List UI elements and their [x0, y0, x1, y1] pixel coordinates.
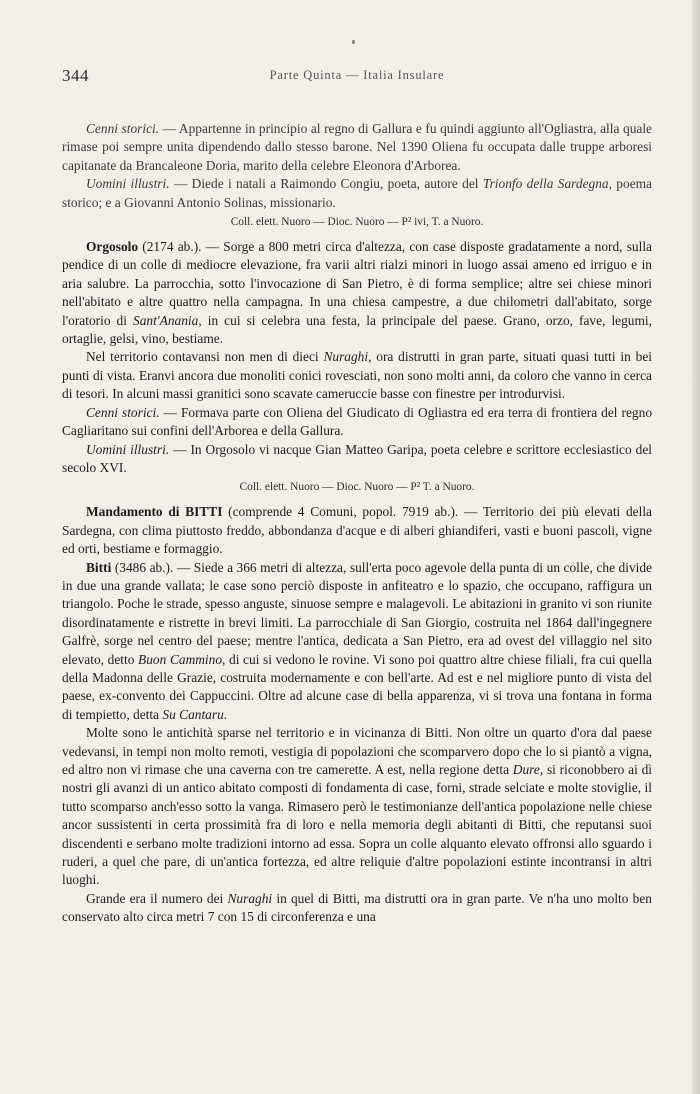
place-name: Orgosolo — [86, 239, 139, 255]
paragraph-text: Grande era il numero dei — [86, 890, 228, 906]
page-number: 344 — [62, 66, 89, 85]
bitti-nuraghi — [62, 890, 652, 927]
paragraph-text: Molte sono le antichità sparse nel territorio e in vicinanza di Bitti. Non oltre un quarto d'ora dal paese vedevansi, in tempi non molto remoti, vestigia di popolazioni che scomparvero dopo che lo si piantò a vigna, ed altro non vi rimase che una caverna con tre camerette. A est, nella regione detta — [62, 725, 652, 777]
paragraph-text: , ora distrutti in gran parte, situati quasi tutti in bei punti di vista. Eranvi ancora due monoliti conici rovesciati, non sono molti anni, da coloro che vanno in cerca di tesori. In alcuni massi granitici sono scavate cameruccie basse con finestre per introdurvisi. — [62, 349, 652, 402]
paragraph-text: — Formava parte con Oliena del Giudicato di Ogliastra ed era terra di frontiera del regno Cagliaritano sui confini dell'Arborea e della Gallura. — [62, 404, 653, 439]
paragraph-text: — Appartenne in principio al regno di Gallura e fu quindi aggiunto all'Ogliastra, alla quale rimase poi sempre unita dipendendo dallo stesso barone. Nel 1390 Oliena fu occupata dalle truppe arboresi capitanate da Brancaleone Doria, marito della celebre Eleonora d'Arborea. — [62, 121, 652, 173]
print-mark — [352, 40, 355, 44]
paragraph-text: , di cui si vedono le rovine. Vi sono poi quattro altre chiese filiali, fra cui quella della Madonna delle Grazie, costruita modernamente e con bell'arte. Ad est e nel migliore punto di vista del paese, ex-convento dei Cappuccini. Oltre ad alcune case di bella apparenza, vi si trova una fontana in forma di tempietto, detta — [62, 651, 652, 722]
paragraph-text: , si riconobbero ai dì nostri gli avanzi di un antico abitato composti di fondamenta di case, forni, strade selciate e molte stoviglie, il tutto scomparso anch'esso sotto la vanga. Rimasero però le testimonianze dell'antica popolazione nelle chiese ancor sussistenti in certa prossimità fra di loro e nella memoria degli abitanti di Bitti, che reputansi suoi discendenti e serbano molte tradizioni intorno ad essa. Sopra un colle alquanto elevato offronsi allo sguardo i ruderi, a quel che pare, di un'antica fortezza, ed altre reliquie d'altre popolazioni estinte incontransi in altri luoghi. — [62, 762, 652, 888]
orgosolo-uomini-illustri — [62, 441, 652, 478]
mandamento-name: Mandamento di BITTI — [86, 504, 223, 520]
orgosolo-coll-line: Coll. elett. Nuoro — Dioc. Nuoro — P² T. a Nuoro. — [239, 481, 475, 494]
orgosolo-cenni-storici — [62, 404, 652, 441]
paragraph-text: in quel di Bitti, ma distrutti ora in gran parte. Ve n'ha uno molto ben conservato alto circa metri 7 con 15 di circonferenza e una — [62, 890, 652, 925]
place-italic: Buon Cammino — [138, 651, 223, 667]
place-italic: Su Cantaru — [162, 706, 224, 722]
work-title: Trionfo della Sardegna — [482, 176, 609, 192]
term-italic: Nuraghi — [227, 890, 273, 906]
population: (3486 ab.). — [111, 559, 174, 575]
paragraph-text: , poema storico; e a Giovanni Antonio Solinas, missionario. — [62, 176, 652, 210]
section-label: Cenni storici. — [86, 404, 160, 420]
place-italic: Dure — [512, 762, 540, 777]
oliena-cenni-storici — [62, 120, 652, 175]
place-name: Bitti — [86, 559, 112, 575]
oliena-coll-line: Coll. elett. Nuoro — Dioc. Nuoro — P² ivi, T. a Nuoro. — [230, 216, 484, 229]
page-header — [62, 66, 652, 86]
running-head: Parte Quinta — Italia Insulare — [269, 68, 445, 82]
term-italic: Nuraghi — [323, 349, 369, 365]
paragraph-text: — Siede a 366 metri di altezza, sull'erta poco agevole della punta di un colle, che divide in due una grande vallata; le case sono perciò disposte in anfiteatro e lo spazio, che occupano, raffigura un triangolo. Poche le strade, spesso anguste, sinuose sempre e malagevoli. Le abitazioni in granito vi son riunite disordinatamente e ristrette in brevi limiti. La parrocchiale di San Giorgio, costruita nel 1864 dall'ingegnere Galfrè, sorge nel centro del paese; mentre l'antica, dedicata a San Pietro, era ad ovest del villaggio nel sito elevato, detto — [62, 559, 652, 667]
orgosolo-entry — [62, 238, 652, 348]
place-italic: Sant'Anania — [133, 312, 199, 328]
bitti-entry — [62, 559, 652, 725]
oliena-uomini-illustri — [62, 175, 652, 212]
paragraph-text: (comprende 4 Comuni, popol. 7919 ab.). — Territorio dei più elevati della Sardegna, con clima piuttosto freddo, abbondanza d'acque e di alberi ghiandiferi, vasti e buoni pascoli, vigne ed orti, bestiame e formaggio. — [62, 504, 652, 557]
paragraph-text: — Sorge a 800 metri circa d'altezza, con case disposte gradatamente a nord, sulla pendice di un colle di mediocre elevazione, fra varii altri rialzi minori in luogo assai ameno ed irriguo e in aria salubre. La parrocchia, sotto l'invocazione di San Pietro, è di forma semplice; altre sei chiese minori nell'abitato e altre quattro nella campagna. In una chiesa campestre, a due chilometri dall'abitato, sorge l'oratorio di — [62, 239, 652, 328]
bitti-antichita — [62, 724, 652, 890]
paragraph-text: Nel territorio contavansi non men di dieci — [86, 349, 324, 365]
paragraph-text: — Diede i natali a Raimondo Congiu, poeta, autore del — [169, 176, 483, 192]
section-label: Uomini illustri. — [86, 176, 170, 192]
paragraph-text: , in cui si celebra una festa, la principale del paese. Grano, orzo, fave, legumi, ortaglie, gelsi, vino, bestiame. — [62, 312, 652, 347]
page-body — [62, 120, 652, 927]
paragraph-text: — In Orgosolo vi nacque Gian Matteo Garipa, poeta celebre e scrittore ecclesiastico del secolo XVI. — [62, 441, 652, 475]
population: (2174 ab.). — [138, 239, 202, 255]
section-label: Uomini illustri. — [86, 441, 170, 457]
orgosolo-territorio — [62, 348, 652, 403]
paragraph-text: . — [223, 706, 228, 722]
mandamento-bitti — [62, 503, 652, 558]
section-label: Cenni storici. — [86, 121, 160, 136]
page-edge-shadow — [692, 0, 700, 1094]
